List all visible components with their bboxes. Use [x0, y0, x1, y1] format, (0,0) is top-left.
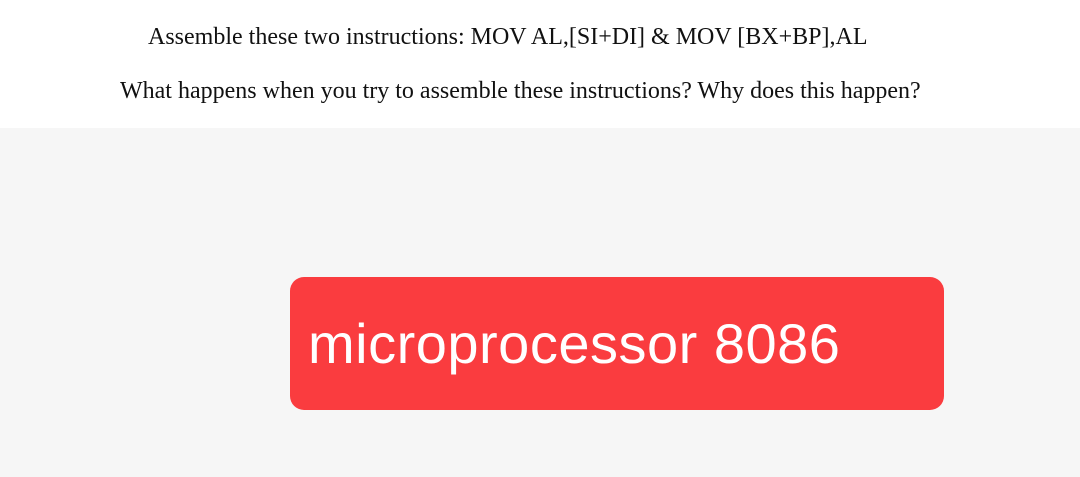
assignment-prompt: What happens when you try to assemble these instructions? Why does this happen? [120, 78, 921, 104]
document-excerpt [0, 0, 1080, 128]
subject-tag [290, 277, 944, 410]
subject-tag-label: microprocessor 8086 [308, 312, 841, 375]
assignment-question: Assemble these two instructions: MOV AL,[SI+DI] & MOV [BX+BP],AL [148, 24, 868, 50]
